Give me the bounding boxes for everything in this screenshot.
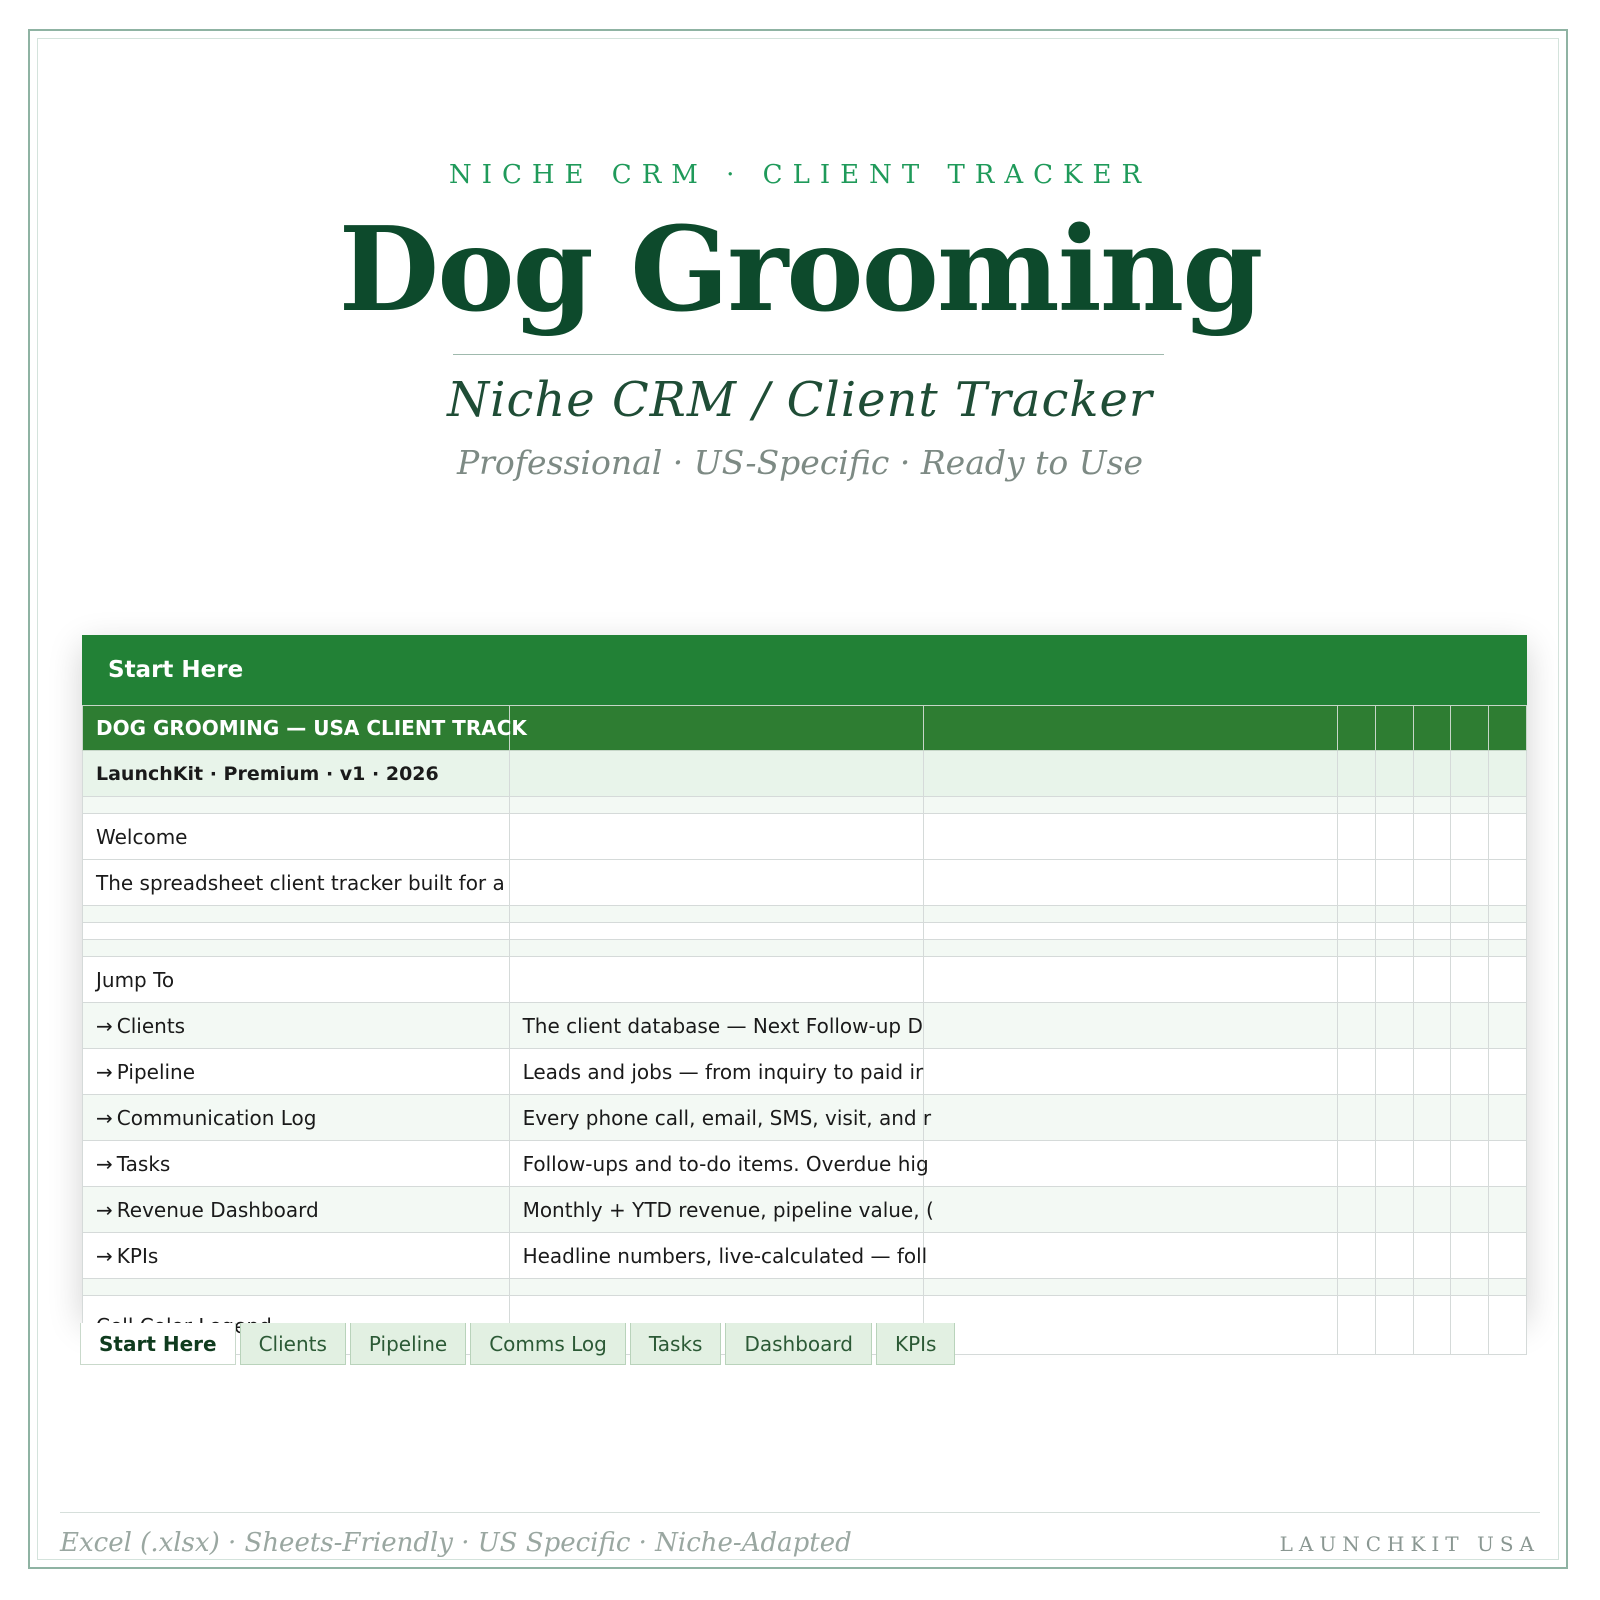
table-row	[83, 814, 1527, 860]
cell[interactable]	[1413, 1003, 1451, 1049]
cell[interactable]	[1489, 1296, 1527, 1355]
cell[interactable]	[923, 706, 1337, 751]
footer-brand: LAUNCHKIT USA	[1279, 1532, 1540, 1556]
cell[interactable]	[1451, 1233, 1489, 1279]
cell[interactable]	[1413, 1233, 1451, 1279]
cell[interactable]	[509, 706, 923, 751]
cell[interactable]	[1489, 1049, 1527, 1095]
cell[interactable]	[1489, 706, 1527, 751]
cell[interactable]	[1338, 1187, 1376, 1233]
cell[interactable]	[923, 1187, 1337, 1233]
cell[interactable]	[923, 1141, 1337, 1187]
cell[interactable]	[1413, 1296, 1451, 1355]
arrow-right-icon: →	[96, 1243, 113, 1268]
table-row	[83, 860, 1527, 906]
cell[interactable]	[1413, 1187, 1451, 1233]
cell[interactable]	[1451, 1049, 1489, 1095]
cell[interactable]	[1338, 814, 1376, 860]
cell[interactable]	[509, 860, 923, 906]
link-description[interactable]: Leads and jobs — from inquiry to paid ir	[509, 1049, 923, 1095]
eyebrow-text: NICHE CRM · CLIENT TRACKER	[448, 160, 1152, 190]
cell[interactable]	[1489, 814, 1527, 860]
link-description[interactable]: The client database — Next Follow-up D	[509, 1003, 923, 1049]
arrow-right-icon: →	[96, 1197, 113, 1222]
cell[interactable]	[1451, 860, 1489, 906]
tab-kpis[interactable]: KPIs	[876, 1323, 956, 1365]
cell[interactable]	[1338, 860, 1376, 906]
table-row	[83, 1233, 1527, 1279]
meta-cell[interactable]: LaunchKit · Premium · v1 · 2026	[83, 751, 510, 797]
arrow-right-icon: →	[96, 1105, 113, 1130]
table-row	[83, 906, 1527, 923]
jump-to-cell[interactable]: Jump To	[83, 957, 510, 1003]
table-row	[83, 923, 1527, 940]
link-label: Communication Log	[116, 1105, 317, 1130]
cell[interactable]	[1451, 1003, 1489, 1049]
link-description[interactable]: Every phone call, email, SMS, visit, and r	[509, 1095, 923, 1141]
cell[interactable]	[1375, 1141, 1413, 1187]
cell[interactable]	[1489, 1095, 1527, 1141]
table-row	[83, 797, 1527, 814]
cell[interactable]	[1489, 957, 1527, 1003]
link-description[interactable]: Monthly + YTD revenue, pipeline value, (	[509, 1187, 923, 1233]
link-kpis-cell[interactable]	[83, 1233, 510, 1279]
cell[interactable]	[509, 814, 923, 860]
cell[interactable]	[509, 751, 923, 797]
footer-formats: Excel (.xlsx) · Sheets-Friendly · US Specific · Niche-Adapted	[60, 1528, 852, 1558]
cell[interactable]	[1489, 1233, 1527, 1279]
table-row	[83, 940, 1527, 957]
cell[interactable]	[1451, 751, 1489, 797]
cell[interactable]	[1375, 751, 1413, 797]
cell[interactable]	[1413, 957, 1451, 1003]
cell[interactable]	[1338, 706, 1376, 751]
cell[interactable]	[1489, 1003, 1527, 1049]
cell[interactable]	[1413, 706, 1451, 751]
page-title: Dog Grooming	[338, 202, 1262, 338]
link-revenue-cell[interactable]	[83, 1187, 510, 1233]
cell[interactable]	[1338, 1296, 1376, 1355]
cell[interactable]	[1413, 1049, 1451, 1095]
link-label: Tasks	[116, 1151, 171, 1176]
cell[interactable]	[1338, 1141, 1376, 1187]
link-description[interactable]: Follow-ups and to-do items. Overdue hig	[509, 1141, 923, 1187]
link-comms-cell[interactable]	[83, 1095, 510, 1141]
tab-clients[interactable]: Clients	[240, 1323, 346, 1365]
cell[interactable]	[923, 860, 1337, 906]
cell[interactable]	[1451, 814, 1489, 860]
cell[interactable]	[923, 1049, 1337, 1095]
link-label: Clients	[116, 1013, 186, 1038]
cell[interactable]	[1338, 1049, 1376, 1095]
table-row	[83, 1003, 1527, 1049]
title-divider	[453, 354, 1164, 355]
cell[interactable]	[1375, 1003, 1413, 1049]
cell[interactable]	[923, 751, 1337, 797]
cell[interactable]	[1338, 1003, 1376, 1049]
link-label: Pipeline	[116, 1059, 196, 1084]
sheet-header: Start Here	[82, 635, 1527, 705]
link-description[interactable]: Headline numbers, live-calculated — foll	[509, 1233, 923, 1279]
cell[interactable]	[923, 1233, 1337, 1279]
cell[interactable]	[1375, 1095, 1413, 1141]
link-pipeline-cell[interactable]	[83, 1049, 510, 1095]
cell[interactable]	[1413, 860, 1451, 906]
sheet-title-cell[interactable]: DOG GROOMING — USA CLIENT TRACK	[83, 706, 510, 751]
cell[interactable]	[923, 1003, 1337, 1049]
cell[interactable]	[1375, 1049, 1413, 1095]
footer-divider	[60, 1512, 1540, 1513]
welcome-cell[interactable]: Welcome	[83, 814, 510, 860]
cell[interactable]	[923, 957, 1337, 1003]
cell[interactable]	[1451, 957, 1489, 1003]
cell[interactable]	[1375, 1187, 1413, 1233]
cell[interactable]	[1451, 1141, 1489, 1187]
cell[interactable]	[1375, 706, 1413, 751]
cell[interactable]	[1489, 1187, 1527, 1233]
tab-dashboard[interactable]: Dashboard	[725, 1323, 872, 1365]
cell[interactable]	[509, 957, 923, 1003]
cell[interactable]	[1375, 1233, 1413, 1279]
cell[interactable]	[1375, 1296, 1413, 1355]
cell[interactable]	[1413, 751, 1451, 797]
link-tasks-cell[interactable]	[83, 1141, 510, 1187]
cell[interactable]	[1338, 751, 1376, 797]
intro-cell[interactable]: The spreadsheet client tracker built for a	[83, 860, 510, 906]
cell[interactable]	[1375, 814, 1413, 860]
table-row	[83, 1279, 1527, 1296]
table-row	[83, 1141, 1527, 1187]
cell[interactable]	[923, 1095, 1337, 1141]
table-row	[83, 751, 1527, 797]
tab-tasks[interactable]: Tasks	[630, 1323, 722, 1365]
cell[interactable]	[1338, 1095, 1376, 1141]
page-subtitle: Niche CRM / Client Tracker	[447, 372, 1153, 428]
spreadsheet-window	[82, 635, 1527, 1315]
cell[interactable]	[923, 814, 1337, 860]
cell[interactable]	[1489, 860, 1527, 906]
table-row	[83, 706, 1527, 751]
cell[interactable]	[1375, 957, 1413, 1003]
link-label: Revenue Dashboard	[116, 1197, 319, 1222]
cell[interactable]	[1413, 1095, 1451, 1141]
tab-start-here[interactable]: Start Here	[80, 1323, 236, 1365]
cell[interactable]	[1451, 1095, 1489, 1141]
cell[interactable]	[1489, 751, 1527, 797]
cell[interactable]	[1413, 814, 1451, 860]
table-row	[83, 1095, 1527, 1141]
tab-pipeline[interactable]: Pipeline	[350, 1323, 466, 1365]
cell[interactable]	[1338, 957, 1376, 1003]
tagline: Professional · US-Specific · Ready to Use	[456, 443, 1144, 482]
link-clients-cell[interactable]	[83, 1003, 510, 1049]
arrow-right-icon: →	[96, 1151, 113, 1176]
cell[interactable]	[1489, 1141, 1527, 1187]
cell[interactable]	[1375, 860, 1413, 906]
cell[interactable]	[1451, 1187, 1489, 1233]
arrow-right-icon: →	[96, 1013, 113, 1038]
cell[interactable]	[923, 1296, 1337, 1355]
link-label: KPIs	[116, 1243, 159, 1268]
cell[interactable]	[1451, 1296, 1489, 1355]
cell[interactable]	[1338, 1233, 1376, 1279]
table-row	[83, 1187, 1527, 1233]
arrow-right-icon: →	[96, 1059, 113, 1084]
cell[interactable]	[1451, 706, 1489, 751]
tab-comms-log[interactable]: Comms Log	[470, 1323, 626, 1365]
table-row	[83, 1049, 1527, 1095]
table-row	[83, 957, 1527, 1003]
cell[interactable]	[1413, 1141, 1451, 1187]
spreadsheet-grid	[82, 705, 1527, 1355]
sheet-tabs	[80, 1323, 955, 1367]
